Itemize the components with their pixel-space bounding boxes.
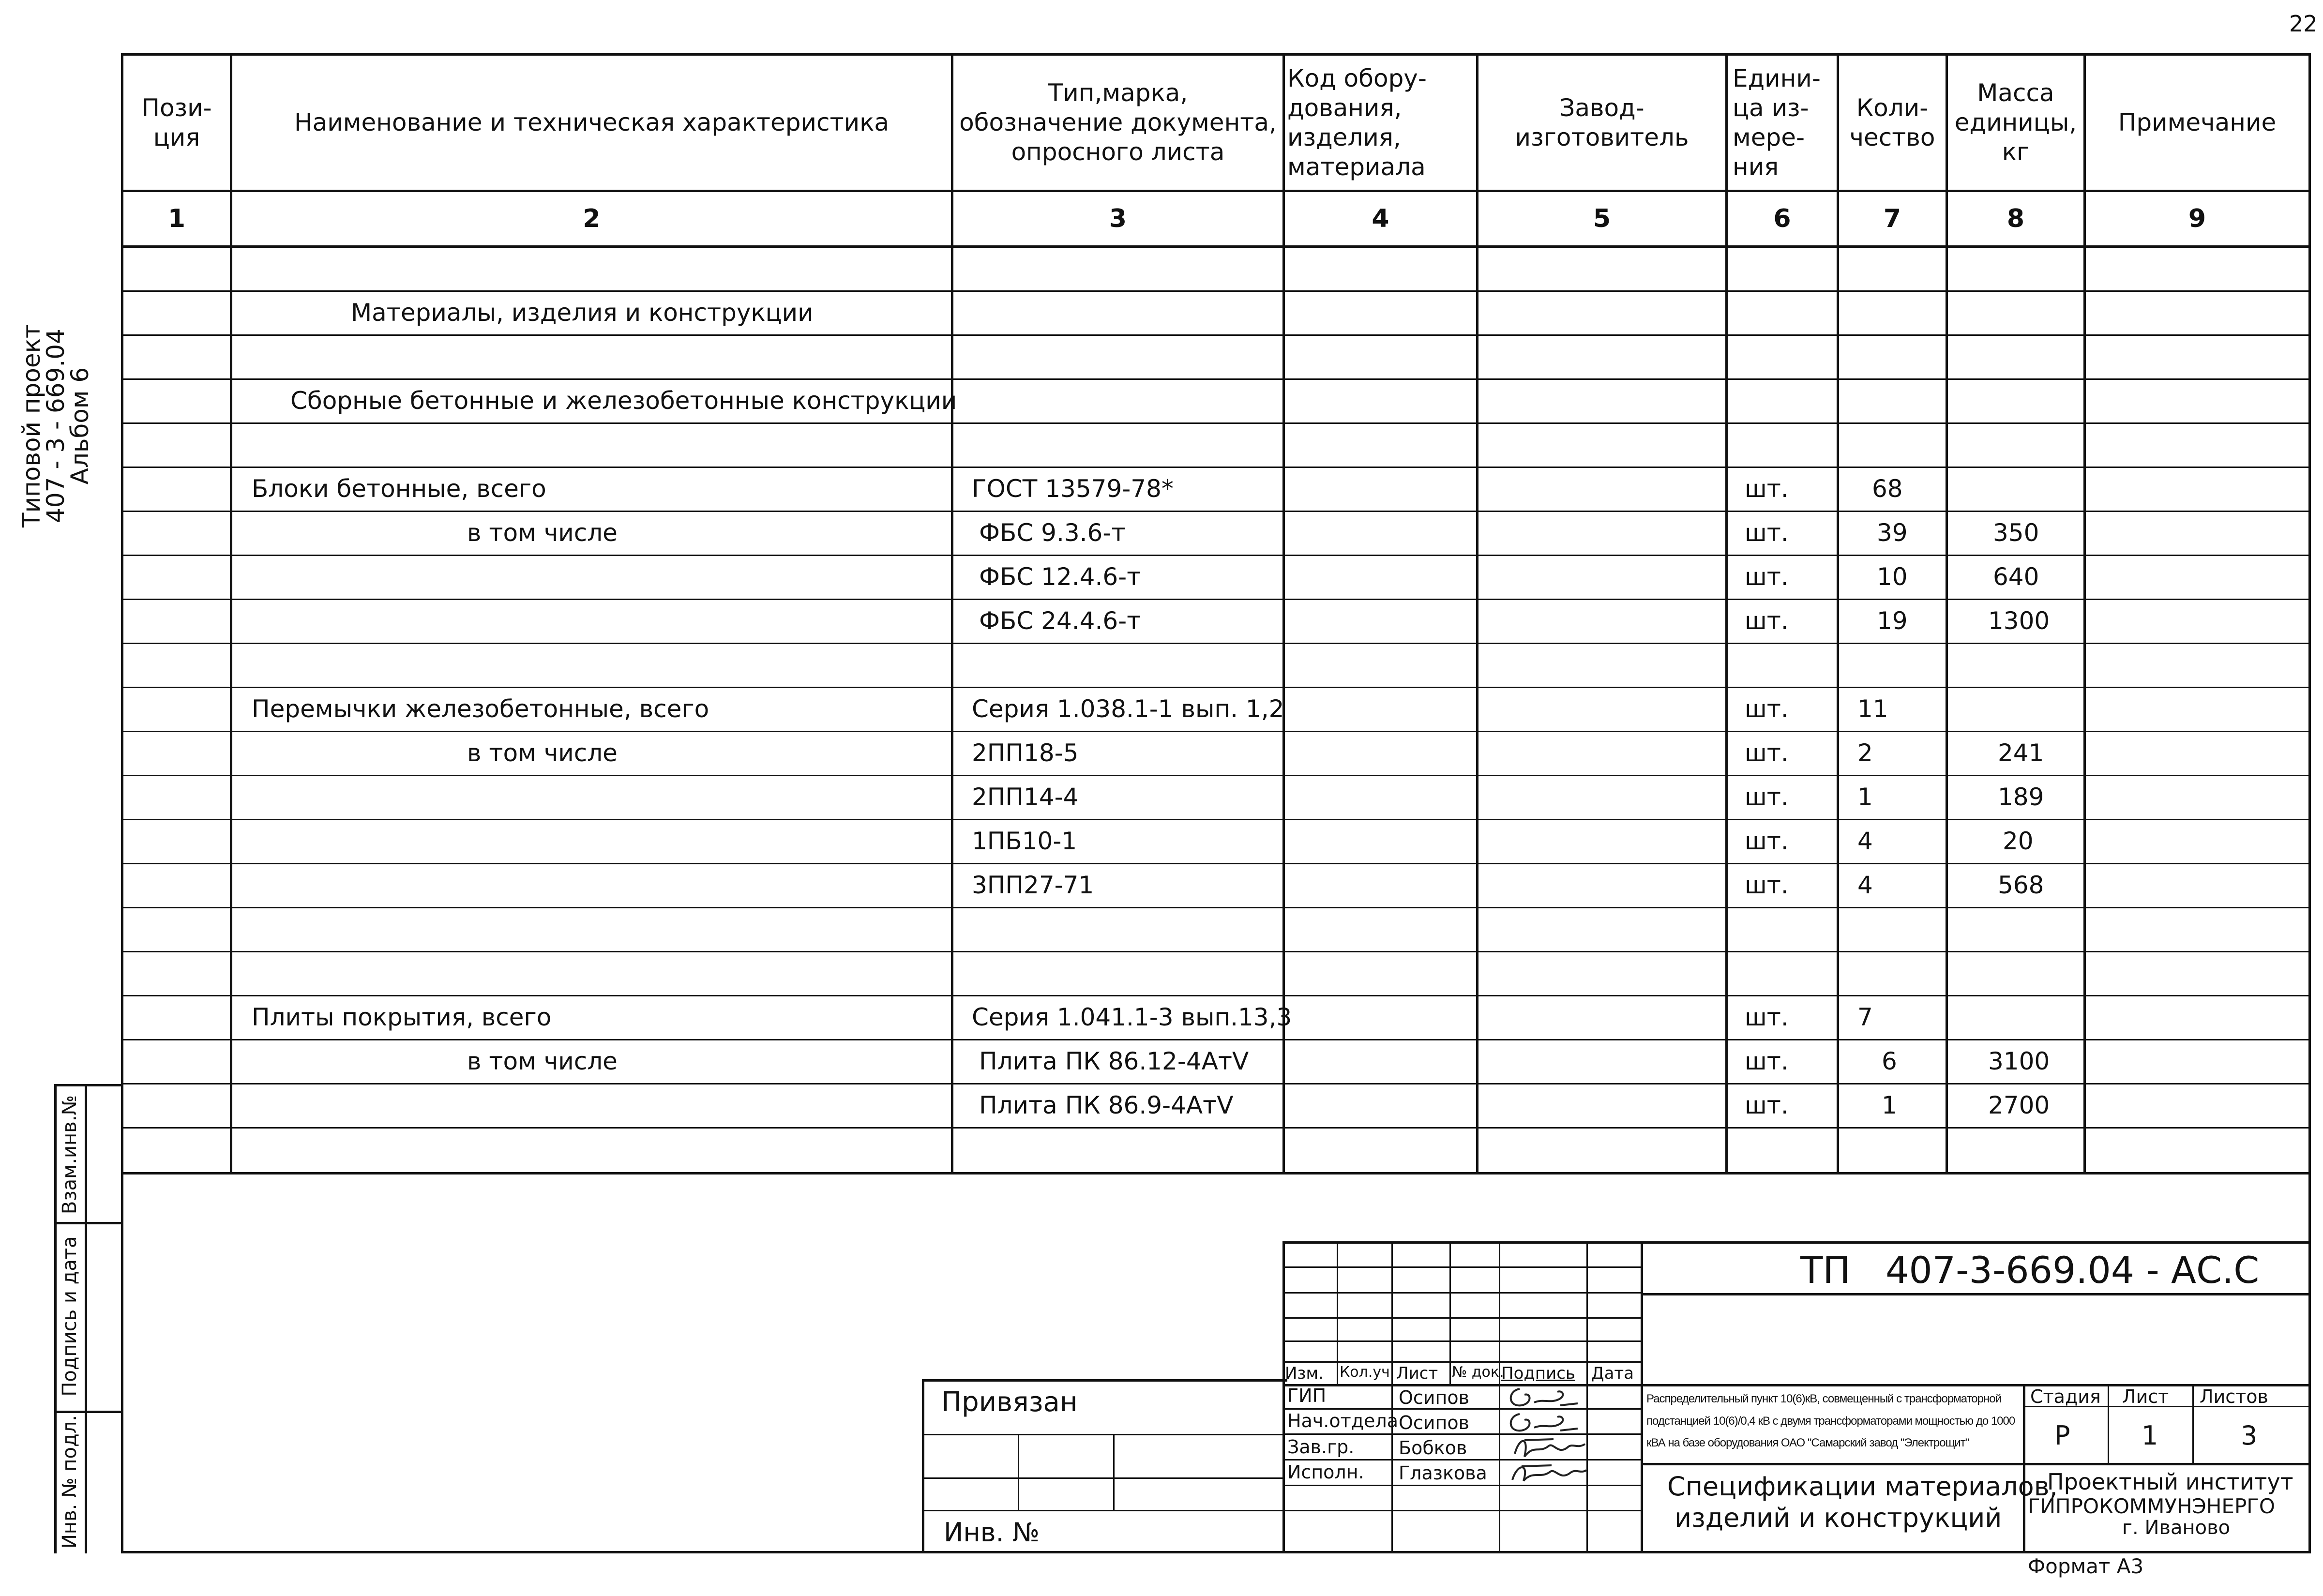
- stamp-role-4: Исполн.: [1287, 1461, 1364, 1483]
- row-19-qty: 6: [1882, 1047, 1897, 1075]
- header-col-2: [232, 56, 951, 190]
- sheet-label: Лист: [2122, 1386, 2169, 1407]
- page-number: 22: [2289, 11, 2318, 37]
- format-label: Формат А3: [2028, 1554, 2144, 1578]
- header-col-1: [123, 56, 230, 190]
- row-18-type: Серия 1.041.1-3 вып.13,3: [972, 1003, 1292, 1031]
- row-18-qty: 7: [1857, 1003, 1873, 1031]
- row-19-unit: шт.: [1745, 1047, 1789, 1075]
- header-col-4: [1287, 56, 1476, 190]
- signature-3: [1505, 1434, 1587, 1460]
- row-11-qty: 11: [1857, 694, 1888, 723]
- sheets-value: 3: [2241, 1420, 2258, 1451]
- row-9-qty: 19: [1877, 606, 1908, 635]
- col-num-1: 1: [167, 204, 186, 233]
- header-col-6: [1733, 56, 1837, 190]
- row-13-qty: 1: [1857, 783, 1873, 811]
- stamp-role-2: Нач.отдела: [1287, 1410, 1399, 1431]
- row-19-mass: 3100: [1988, 1047, 2050, 1075]
- signature-4: [1505, 1460, 1587, 1486]
- header-col-4-text: Код обору- дования, изделия, материала: [1287, 64, 1427, 181]
- row-15-qty: 4: [1857, 871, 1873, 899]
- col-num-9: 9: [2188, 204, 2206, 233]
- row-7-name: в том числе: [467, 518, 618, 547]
- stamp-col-list: Лист: [1396, 1364, 1438, 1383]
- row-12-unit: шт.: [1745, 738, 1789, 767]
- header-col-8-text: Масса единицы, кг: [1954, 79, 2077, 166]
- row-2-name: Материалы, изделия и конструкции: [351, 298, 814, 327]
- row-8-type: ФБС 12.4.6-т: [979, 562, 1141, 591]
- col-num-8: 8: [2006, 204, 2025, 233]
- stamp-col-data: Дата: [1591, 1364, 1634, 1383]
- row-12-qty: 2: [1857, 738, 1873, 767]
- stamp-col-koluch: Кол.уч.: [1340, 1364, 1395, 1381]
- row-11-type: Серия 1.038.1-1 вып. 1,2: [972, 694, 1284, 723]
- org-line1: Проектный институт: [2047, 1469, 2293, 1495]
- org-line3: г. Иваново: [2122, 1517, 2231, 1539]
- stamp-name-2: Осипов: [1399, 1412, 1469, 1433]
- row-6-unit: шт.: [1745, 474, 1789, 503]
- object-description: Распределительный пункт 10(6)кВ, совмещенный с трансформаторной подстанцией 10(6)/0,4 кВ с двумя трансформаторами мощностью до 1000 кВА на базе оборудования ОАО "Самарский завод "Электрощит": [1646, 1392, 2015, 1450]
- row-9-type: ФБС 24.4.6-т: [979, 606, 1141, 635]
- stage-value: Р: [2054, 1420, 2070, 1451]
- row-6-type: ГОСТ 13579-78*: [972, 474, 1174, 503]
- row-14-qty: 4: [1857, 827, 1873, 855]
- stamp-role-3: Зав.гр.: [1287, 1436, 1355, 1458]
- row-11-name: Перемычки железобетонные, всего: [252, 694, 709, 723]
- header-col-3-text: Тип,марка, обозначение документа, опросного листа: [959, 79, 1277, 166]
- row-12-name: в том числе: [467, 738, 618, 767]
- side-project-label: [19, 300, 97, 552]
- header-col-5: [1478, 56, 1725, 190]
- vzam-inv-label: Взам.инв.№: [59, 1095, 81, 1215]
- row-12-type: 2ПП18-5: [972, 738, 1079, 767]
- col-num-6: 6: [1773, 204, 1791, 233]
- row-7-mass: 350: [1993, 518, 2039, 547]
- row-13-type: 2ПП14-4: [972, 783, 1079, 811]
- col-num-2: 2: [583, 204, 601, 233]
- row-7-type: ФБС 9.3.6-т: [979, 518, 1126, 547]
- row-14-unit: шт.: [1745, 827, 1789, 855]
- doc-title-line1: Спецификации материалов,: [1667, 1471, 2058, 1502]
- row-13-mass: 189: [1998, 783, 2044, 811]
- side-project-line3: Альбом 6: [66, 367, 94, 485]
- side-project-line2: 407 - 3 - 669.04: [42, 329, 70, 523]
- col-num-7: 7: [1883, 204, 1901, 233]
- header-col-8: [1948, 56, 2083, 190]
- row-11-unit: шт.: [1745, 694, 1789, 723]
- row-9-unit: шт.: [1745, 606, 1789, 635]
- row-9-mass: 1300: [1988, 606, 2050, 635]
- row-6-qty: 68: [1872, 474, 1903, 503]
- row-18-unit: шт.: [1745, 1003, 1789, 1031]
- row-20-qty: 1: [1882, 1091, 1897, 1119]
- col-num-4: 4: [1372, 204, 1389, 233]
- stamp-name-4: Глазкова: [1399, 1462, 1487, 1484]
- stamp-name-1: Осипов: [1399, 1387, 1469, 1408]
- row-14-mass: 20: [2003, 827, 2034, 855]
- side-project-line1: Типовой проект: [17, 324, 45, 527]
- header-col-9-text: Примечание: [2118, 108, 2277, 136]
- row-19-type: Плита ПК 86.12-4АтV: [979, 1047, 1249, 1075]
- header-col-5-text: Завод- изготовитель: [1515, 93, 1689, 151]
- header-col-3: [953, 56, 1282, 190]
- document-code: ТП 407-3-669.04 - АС.С: [1800, 1249, 2260, 1292]
- signature-2: [1505, 1409, 1583, 1435]
- row-8-mass: 640: [1993, 562, 2039, 591]
- header-col-7: [1839, 56, 1946, 190]
- row-4-name: Сборные бетонные и железобетонные конструкции: [290, 386, 957, 415]
- binding-inv-label: Инв. №: [944, 1517, 1040, 1548]
- row-15-mass: 568: [1998, 871, 2044, 899]
- sheet-value: 1: [2142, 1420, 2158, 1451]
- sheets-label: Листов: [2200, 1386, 2268, 1407]
- header-col-1-text: Пози- ция: [141, 93, 212, 151]
- col-num-3: 3: [1109, 204, 1127, 233]
- row-20-mass: 2700: [1988, 1091, 2050, 1119]
- row-7-unit: шт.: [1745, 518, 1789, 547]
- row-20-type: Плита ПК 86.9-4АтV: [979, 1091, 1234, 1119]
- col-num-5: 5: [1593, 204, 1611, 233]
- row-19-name: в том числе: [467, 1047, 618, 1075]
- header-col-2-text: Наименование и техническая характеристика: [294, 108, 889, 136]
- org-line2: ГИПРОКОММУНЭНЕРГО: [2028, 1494, 2275, 1518]
- header-col-6-text: Едини- ца из- мере- ния: [1733, 64, 1821, 181]
- signature-1: [1505, 1384, 1583, 1410]
- row-12-mass: 241: [1998, 738, 2044, 767]
- row-15-type: 3ПП27-71: [972, 871, 1094, 899]
- inv-podl-label: Инв. № подл.: [59, 1415, 81, 1549]
- row-6-name: Блоки бетонные, всего: [252, 474, 546, 503]
- row-8-unit: шт.: [1745, 562, 1789, 591]
- row-8-qty: 10: [1877, 562, 1908, 591]
- row-7-qty: 39: [1877, 518, 1908, 547]
- podpis-label: Подпись и дата: [59, 1236, 81, 1397]
- stamp-col-izm: Изм.: [1285, 1364, 1324, 1383]
- stamp-name-3: Бобков: [1399, 1437, 1467, 1459]
- header-col-9: [2086, 56, 2308, 190]
- row-15-unit: шт.: [1745, 871, 1789, 899]
- binding-label: Привязан: [941, 1386, 1078, 1418]
- doc-title-line2: изделий и конструкций: [1674, 1503, 2002, 1533]
- header-col-7-text: Коли- чество: [1849, 93, 1935, 151]
- row-18-name: Плиты покрытия, всего: [252, 1003, 552, 1031]
- row-14-type: 1ПБ10-1: [972, 827, 1077, 855]
- stamp-role-1: ГИП: [1287, 1385, 1327, 1406]
- stamp-col-ndok: № док.: [1452, 1364, 1504, 1381]
- row-13-unit: шт.: [1745, 783, 1789, 811]
- row-20-unit: шт.: [1745, 1091, 1789, 1119]
- stamp-col-podpis: Подпись: [1501, 1364, 1575, 1383]
- stage-label: Стадия: [2030, 1386, 2101, 1407]
